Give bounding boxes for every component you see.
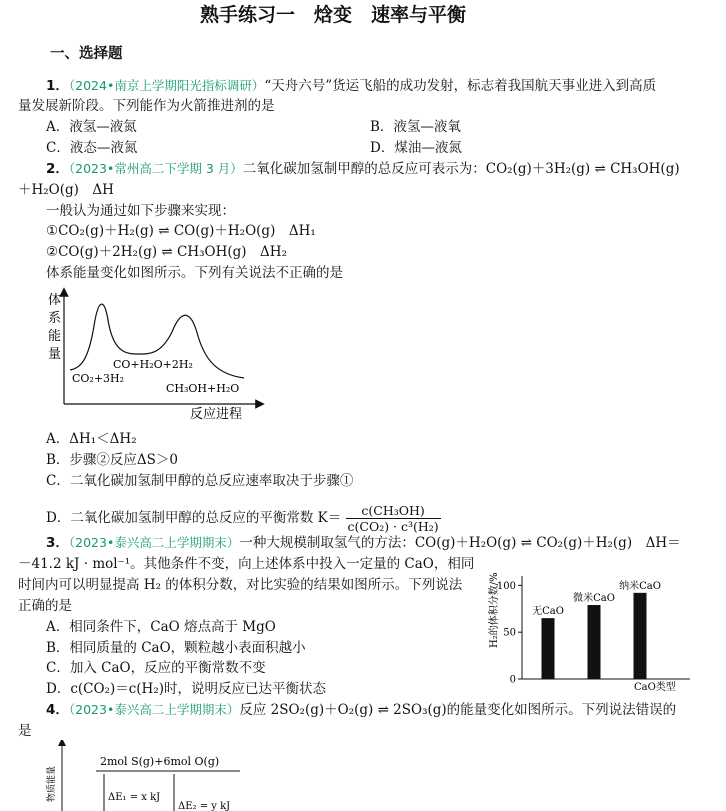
q1-option-d: D．煤油—液氮 <box>370 140 462 156</box>
q3-option-a: A．相同条件下，CaO 熔点高于 MgO <box>46 619 276 635</box>
q2-option-a: A．ΔH₁＜ΔH₂ <box>46 431 137 447</box>
question-source: （2023•常州高二下学期 3 月） <box>68 161 243 176</box>
y-axis-label: 物质能量 <box>47 765 57 802</box>
delta-e2-label: ΔE₂ = y kJ <box>178 801 231 811</box>
question-4-line-2: 是 <box>18 723 32 739</box>
y-tick-label: 0 <box>509 674 516 686</box>
q1-option-c: C．液态—液氮 <box>46 140 138 156</box>
question-stem: “天舟六号”货运飞船的成功发射，标志着我国航天事业进入到高质 <box>264 78 657 94</box>
q2-option-d <box>46 503 441 534</box>
bar-label-1: 无CaO <box>532 606 564 618</box>
question-number: 1． <box>46 78 69 94</box>
question-source: （2023•泰兴高二上学期期末） <box>68 702 240 717</box>
fraction-numerator: c(CH₃OH) <box>346 503 441 519</box>
q3-option-b: B．相同质量的 CaO，颗粒越小表面积越小 <box>46 640 306 656</box>
energy-diagram-q2 <box>40 286 270 426</box>
y-axis-label: H₂的体积分数/% <box>489 572 500 648</box>
question-2-line-4: 体系能量变化如图所示。下列有关说法不正确的是 <box>46 265 343 281</box>
bar-2 <box>588 605 601 679</box>
reaction-step-2: ②CO(g)＋2H₂(g) ⇌ CH₃OH(g) ΔH₂ <box>46 244 287 260</box>
question-stem: 二氧化碳加氢制甲醇的总反应可表示为：CO₂(g)＋3H₂(g) ⇌ CH₃OH(g) <box>242 161 680 177</box>
energy-diagram-q4 <box>40 740 270 811</box>
question-2-line-3: 一般认为通过如下步骤来实现： <box>46 203 235 219</box>
q1-option-a: A．液氢—液氮 <box>46 119 137 135</box>
question-source: （2024•南京上学期阳光指标调研） <box>68 78 265 93</box>
reaction-step-1: ①CO₂(g)＋H₂(g) ⇌ CO(g)＋H₂O(g) ΔH₁ <box>46 223 316 239</box>
bar-label-3: 纳米CaO <box>619 580 661 592</box>
q3-option-d: D．c(CO₂)＝c(H₂)时，说明反应已达平衡状态 <box>46 681 327 697</box>
y-label-2: 系 <box>48 311 62 326</box>
y-tick-label: 50 <box>503 627 516 639</box>
y-tick-label: 100 <box>496 580 516 592</box>
page-title: 熟手练习一 焓变 速率与平衡 <box>200 4 467 26</box>
q1-option-b: B．液氢—液氧 <box>370 119 461 135</box>
section-heading: 一、选择题 <box>50 46 123 62</box>
question-3-line-2: －41.2 kJ · mol⁻¹。其他条件不变，向上述体系中投入一定量的 CaO，相同 <box>18 556 475 572</box>
q2-option-c: C．二氧化碳加氢制甲醇的总反应速率取决于步骤① <box>46 473 354 489</box>
start-label: CO₂+3H₂ <box>72 372 125 385</box>
question-3-line-4: 正确的是 <box>18 598 72 614</box>
bar-3 <box>634 593 647 679</box>
x-axis-label: CaO类型 <box>634 682 676 693</box>
question-stem: 反应 2SO₂(g)＋O₂(g) ⇌ 2SO₃(g)的能量变化如图所示。下列说法错误的 <box>239 702 677 718</box>
h2-fraction-bar-chart <box>484 568 710 694</box>
y-label-3: 能 <box>48 329 62 344</box>
x-label: 反应进程 <box>190 407 243 422</box>
top-level-label: 2mol S(g)+6mol O(g) <box>100 755 220 768</box>
question-3-line-1 <box>46 534 681 552</box>
bar-label-2: 微米CaO <box>573 593 615 605</box>
option-text: D．二氧化碳加氢制甲醇的总反应的平衡常数 K＝ <box>46 510 342 526</box>
middle-label: CO+H₂O+2H₂ <box>113 358 193 371</box>
delta-e1-label: ΔE₁ = x kJ <box>108 792 161 803</box>
end-label: CH₃OH+H₂O <box>166 382 240 395</box>
question-number: 2． <box>46 161 69 177</box>
q3-option-c: C．加入 CaO，反应的平衡常数不变 <box>46 660 266 676</box>
question-4-line-1 <box>46 701 676 719</box>
question-stem: 一种大规模制取氢气的方法：CO(g)＋H₂O(g) ⇌ CO₂(g)＋H₂(g) ΔH＝ <box>239 535 681 551</box>
fraction <box>346 503 441 534</box>
question-2-line-2: ＋H₂O(g) ΔH <box>18 182 114 198</box>
question-source: （2023•泰兴高二上学期期末） <box>68 535 240 550</box>
y-label-4: 量 <box>48 347 62 362</box>
question-3-line-3: 时间内可以明显提高 H₂ 的体积分数，对比实验的结果如图所示。下列说法 <box>18 577 463 593</box>
fraction-denominator: c(CO₂) · c³(H₂) <box>347 519 439 534</box>
bar-1 <box>542 618 555 679</box>
q2-option-b: B．步骤②反应ΔS＞0 <box>46 452 179 468</box>
y-label-1: 体 <box>48 293 62 308</box>
question-number: 4． <box>46 702 69 718</box>
question-1-line-1 <box>46 77 656 95</box>
question-1-line-2: 量发展新阶段。下列能作为火箭推进剂的是 <box>18 98 275 114</box>
question-2-line-1 <box>46 160 680 178</box>
question-number: 3． <box>46 535 69 551</box>
